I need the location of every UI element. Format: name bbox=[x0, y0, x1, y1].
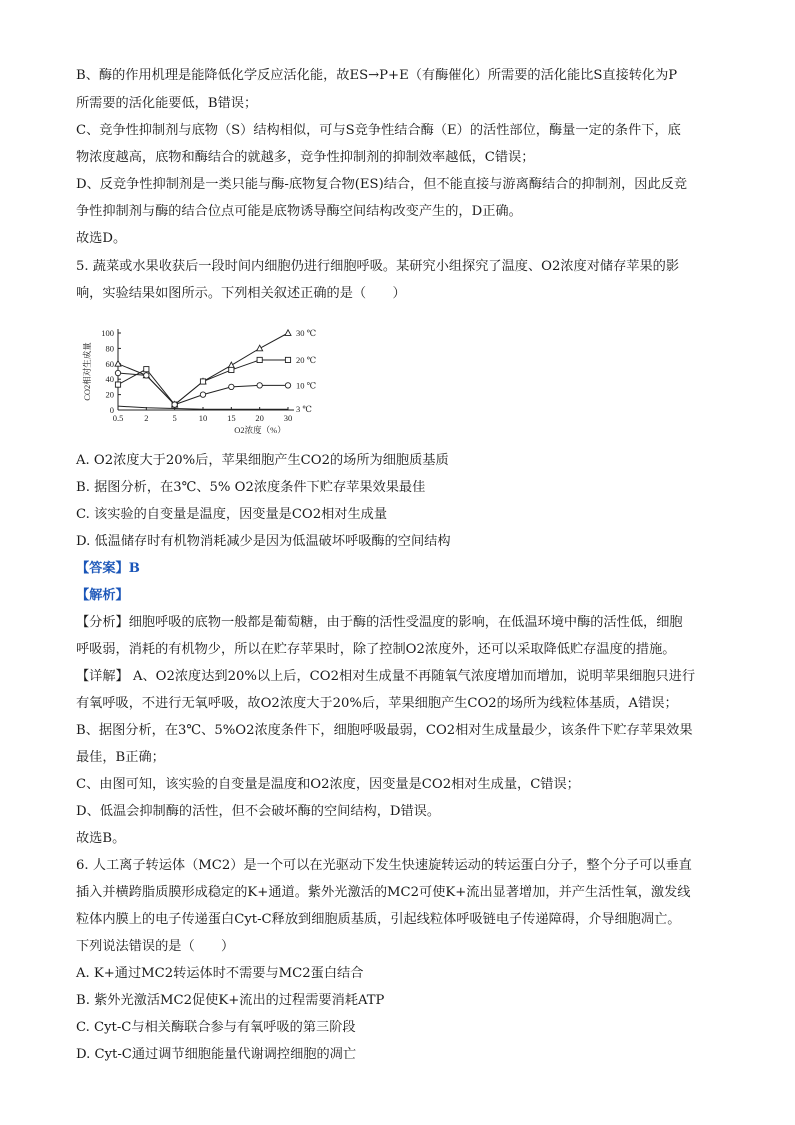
data-point bbox=[285, 357, 290, 362]
data-point bbox=[200, 379, 205, 384]
y-tick-label: 100 bbox=[101, 328, 114, 338]
text-line: 物浓度越高，底物和酶结合的就越多，竞争性抑制剂的抑制效率越低，C错误； bbox=[76, 150, 535, 165]
question-5-stem: 5. 蔬菜或水果收获后一段时间内细胞仍进行细胞呼吸。某研究小组探究了温度、O2浓度对储存苹果的影 bbox=[76, 259, 680, 274]
text-line: 故选D。 bbox=[76, 231, 127, 246]
option-d: D. 低温储存时有机物消耗减少是因为低温破坏呼吸酶的空间结构 bbox=[76, 534, 451, 549]
text-line: D、反竞争性抑制剂是一类只能与酶-底物复合物(ES)结合，但不能直接与游离酶结合的抑制剂，因此反竞 bbox=[76, 177, 688, 192]
question-6-stem: 插入并横跨脂质膜形成稳定的K+通道。紫外光激活的MC2可使K+流出显著增加，并产生活性氧，激发线 bbox=[76, 885, 691, 900]
option-c: C. Cyt-C与相关酶联合参与有氧呼吸的第三阶段 bbox=[76, 1020, 356, 1035]
question-5-stem: 响，实验结果如图所示。下列相关叙述正确的是（ ） bbox=[76, 286, 406, 301]
option-a: A. K+通过MC2转运体时不需要与MC2蛋白结合 bbox=[76, 966, 364, 981]
x-tick-label: 10 bbox=[198, 413, 208, 423]
series-label: 20 ℃ bbox=[296, 354, 316, 365]
detail-text: B、据图分析，在3℃、5%O2浓度条件下，细胞呼吸最弱，CO2相对生成量最少，该条件下贮存苹果效果 bbox=[76, 723, 693, 738]
detail-text: 故选B。 bbox=[76, 831, 126, 846]
co2-o2-chart bbox=[76, 318, 316, 443]
answer-label: 【答案】B bbox=[76, 561, 140, 576]
series-label: 10 ℃ bbox=[296, 380, 316, 391]
data-point bbox=[144, 373, 149, 378]
x-tick-label: 20 bbox=[255, 413, 264, 423]
data-point bbox=[228, 362, 234, 368]
series-label: 30 ℃ bbox=[296, 328, 316, 338]
data-point bbox=[257, 383, 262, 388]
option-b: B. 据图分析，在3℃、5% O2浓度条件下贮存苹果效果最佳 bbox=[76, 480, 426, 495]
data-point bbox=[257, 345, 263, 351]
x-tick-label: 15 bbox=[227, 413, 236, 423]
question-6-stem: 粒体内膜上的电子传递蛋白Cyt-C释放到细胞质基质，引起线粒体呼吸链电子传递障碍，介导细胞凋亡。 bbox=[76, 912, 681, 927]
x-tick-label: 0.5 bbox=[112, 413, 124, 423]
question-6-stem: 下列说法错误的是（ ） bbox=[76, 939, 235, 954]
analysis-text: 呼吸弱，消耗的有机物少，所以在贮存苹果时，除了控制O2浓度外，还可以采取降低贮存温度的措施。 bbox=[76, 642, 676, 657]
y-axis-label: CO2相对生成量 bbox=[82, 342, 92, 401]
x-tick-label: 2 bbox=[144, 413, 149, 423]
data-point bbox=[285, 330, 291, 336]
data-point bbox=[172, 402, 177, 407]
y-tick-label: 20 bbox=[105, 389, 114, 400]
option-c: C. 该实验的自变量是温度，因变量是CO2相对生成量 bbox=[76, 507, 388, 522]
analysis-label: 【解析】 bbox=[76, 588, 129, 603]
detail-text: C、由图可知，该实验的自变量是温度和O2浓度，因变量是CO2相对生成量，C错误； bbox=[76, 777, 580, 792]
detail-text: D、低温会抑制酶的活性，但不会破坏酶的空间结构，D错误。 bbox=[76, 804, 441, 819]
y-tick-label: 80 bbox=[105, 343, 114, 354]
data-point bbox=[200, 392, 205, 397]
text-line: B、酶的作用机理是能降低化学反应活化能，故ES→P+E（有酶催化）所需要的活化能比S直接转化为P bbox=[76, 68, 678, 83]
x-axis-label: O2浓度（%） bbox=[234, 425, 286, 435]
detail-text: 有氧呼吸，不进行无氧呼吸，故O2浓度大于20%后，苹果细胞产生CO2的场所为线粒体基质，A错误； bbox=[76, 696, 678, 711]
data-point bbox=[115, 370, 120, 375]
analysis-text: 【分析】细胞呼吸的底物一般都是葡萄糖，由于酶的活性受温度的影响，在低温环境中酶的活性低，细胞 bbox=[76, 615, 683, 630]
text-line: 争性抑制剂与酶的结合位点可能是底物诱导酶空间结构改变产生的，D正确。 bbox=[76, 204, 522, 219]
data-point bbox=[115, 382, 120, 387]
data-point bbox=[229, 367, 234, 372]
text-line: C、竞争性抑制剂与底物（S）结构相似，可与S竞争性结合酶（E）的活性部位，酶量一定的条件下，底 bbox=[76, 123, 681, 138]
option-d: D. Cyt-C通过调节细胞能量代谢调控细胞的凋亡 bbox=[76, 1047, 357, 1062]
option-b: B. 紫外光激活MC2促使K+流出的过程需要消耗ATP bbox=[76, 993, 385, 1008]
data-point bbox=[144, 367, 149, 372]
option-a: A. O2浓度大于20%后，苹果细胞产生CO2的场所为细胞质基质 bbox=[76, 453, 449, 468]
question-6-stem: 6. 人工离子转运体（MC2）是一个可以在光驱动下发生快速旋转运动的转运蛋白分子，整个分子可以垂直 bbox=[76, 858, 692, 873]
data-point bbox=[229, 384, 234, 389]
data-point bbox=[285, 383, 290, 388]
y-tick-label: 40 bbox=[105, 374, 114, 385]
y-tick-label: 60 bbox=[105, 358, 114, 369]
x-tick-label: 30 bbox=[283, 413, 293, 423]
data-point bbox=[257, 357, 262, 362]
y-tick-label: 0 bbox=[109, 405, 114, 415]
detail-text: 最佳，B正确； bbox=[76, 750, 165, 765]
x-tick-label: 5 bbox=[172, 413, 177, 423]
series-label: 3 ℃ bbox=[296, 404, 312, 415]
detail-text: 【详解】 A、O2浓度达到20%以上后，CO2相对生成量不再随氧气浓度增加而增加，说明苹果细胞只进行 bbox=[76, 669, 696, 684]
text-line: 所需要的活化能要低，B错误； bbox=[76, 96, 258, 111]
